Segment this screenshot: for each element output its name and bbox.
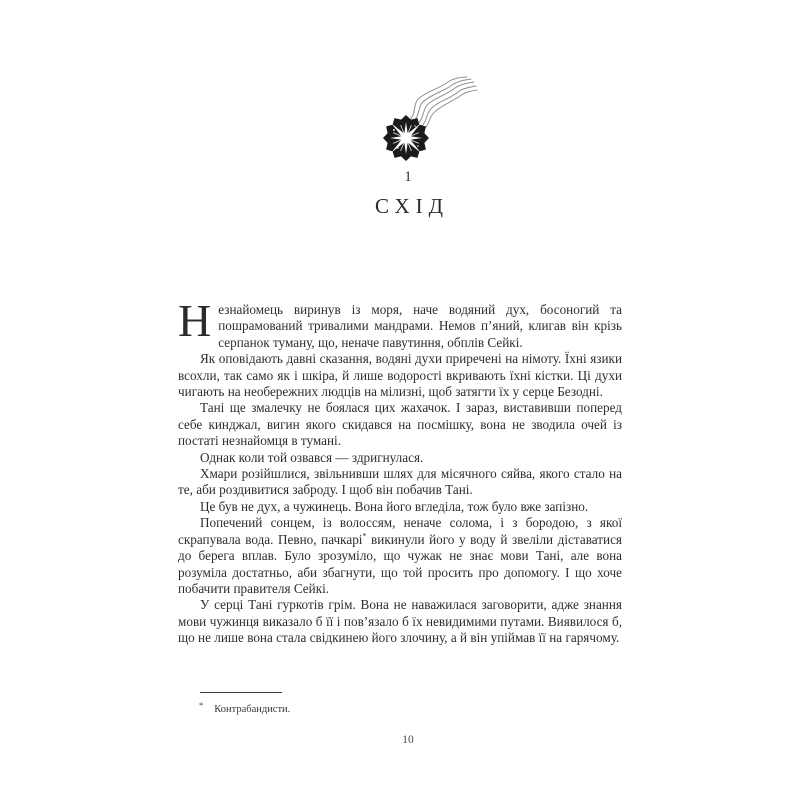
paragraph: Однак коли той озвався — здригнулася.	[200, 449, 424, 465]
footnote-text: Контрабандисти.	[214, 704, 291, 715]
paragraph: Хмари розійшлися, звільнивши шлях для місячного сяйва, якого стало на те, аби роздивитися заброду. І щоб він побачив Тані.	[178, 466, 622, 498]
body-text	[178, 295, 622, 647]
paragraph-text: Попечений сонцем, із волоссям, неначе солома, і з бородою, з якої скрапувала вода. Певно, пачкарі	[178, 515, 622, 547]
chapter-number: 1	[404, 169, 412, 185]
drop-cap: Н	[178, 295, 212, 346]
inline-footnote-marker: *	[362, 531, 367, 541]
chapter-ornament	[342, 74, 482, 168]
paragraph: Це був не дух, а чужинець. Вона його вгледіла, тож було вже запізно.	[200, 498, 589, 514]
footnote-marker: *	[199, 700, 204, 710]
footnote	[199, 700, 290, 715]
paragraph-text: езнайомець виринув із моря, наче водяний дух, босоногий та пошрамований тривалими мандрами. Немов п’яний, клигав він крізь серпанок туману, що, неначе павутиння, обплів Сейкі.	[218, 302, 622, 350]
paragraph	[178, 515, 622, 597]
paragraph	[178, 295, 622, 351]
paragraph: Тані ще змалечку не боялася цих жахачок. І зараз, виставивши поперед себе кинджал, вигин якого скидався на посмішку, вона не зводила очей із постаті незнайомця в тумані.	[178, 400, 622, 449]
page-number: 10	[402, 734, 414, 746]
paragraph: У серці Тані гуркотів грім. Вона не наважилася заговорити, адже знання мови чужинця виказало б її і пов’язало б їх невидимими путами. Виявилося б, що не лише вона стала свідкинею його злочину, а й він упіймав її на гарячому.	[178, 597, 622, 646]
footnote-divider	[200, 692, 282, 693]
paragraph: Як оповідають давні сказання, водяні духи приречені на німоту. Їхні язики всохли, так само як і шкіра, й лише водорості вкривають їхні кістки. Ці духи чигають на необережних людців на мілизні, щоб затягти їх у серце Безодні.	[178, 351, 622, 400]
star-smoke-icon	[342, 74, 482, 168]
paragraph-text: викинули його у воду й звеліли діставатися до берега вплав. Було зрозуміло, що чужак не знає мови Тані, але вона розуміла достатньо, аби збагнути, що той просить про допомогу. І що хоче побачити правителя Сейкі.	[178, 531, 622, 596]
chapter-title: СХІД	[375, 194, 449, 218]
